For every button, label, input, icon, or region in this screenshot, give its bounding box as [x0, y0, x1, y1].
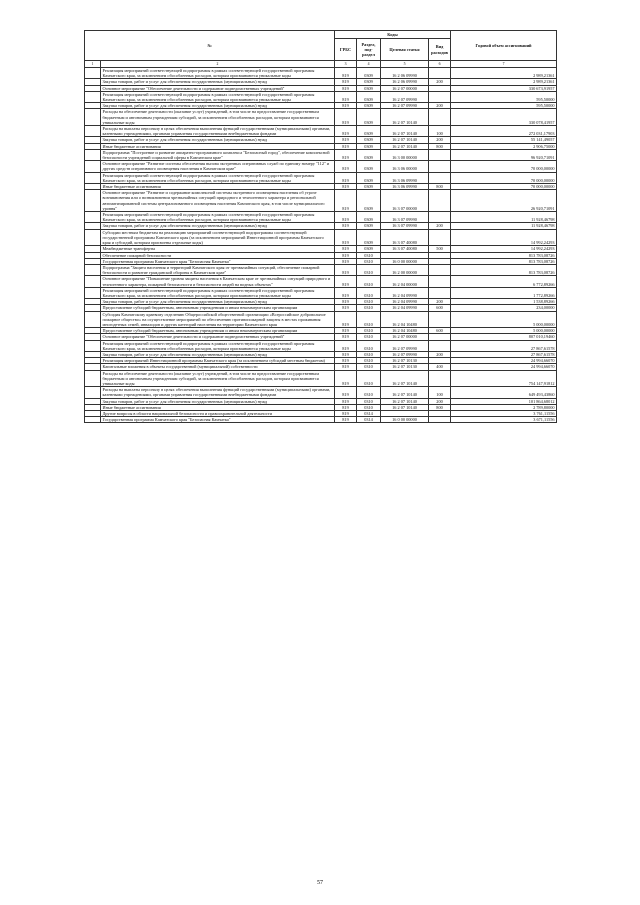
row-number-cell [85, 276, 101, 287]
row-name-cell: Основное мероприятие "Развитие системы обеспечения вызова экстренных оперативных служб по единому номеру "112" и других средств оперативного оповещения населения в Камчатском крае" [101, 161, 335, 172]
row-sum-cell: 5 000,00000 [451, 328, 557, 334]
row-sum-cell: 70 000,00000 [451, 161, 557, 172]
row-grbs-cell: 819 [335, 258, 357, 264]
row-razdel-cell: 0309 [357, 172, 381, 183]
index-cell: 2 [101, 61, 335, 68]
row-vr-cell: 200 [429, 351, 451, 357]
row-sum-cell: 2 789,80000 [451, 404, 557, 410]
row-vr-cell: 200 [429, 137, 451, 143]
row-vr-cell [429, 109, 451, 126]
row-grbs-cell: 819 [335, 340, 357, 351]
row-grbs-cell: 819 [335, 68, 357, 79]
row-grbs-cell: 819 [335, 387, 357, 398]
row-cs-cell: 16 2 07 09990 [381, 340, 429, 351]
header-num: № [85, 31, 335, 61]
row-cs-cell: 16 2 07 10130 [381, 364, 429, 370]
table-row [85, 387, 557, 398]
page-number: 57 [317, 880, 323, 886]
row-grbs-cell: 819 [335, 85, 357, 91]
row-number-cell [85, 68, 101, 79]
row-cs-cell: 16 2 07 10140 [381, 109, 429, 126]
row-name-cell: Субсидия Камчатскому краевому отделению Общероссийской общественной организации «Всероссийское добровольное пожарное общество» на осуществление мероприятий по обеспечению противопожарной защиты в местах проживания многодетных семей, инвалидов и других категорий населения на территории Камчатского края [101, 311, 335, 328]
row-razdel-cell: 0310 [357, 276, 381, 287]
row-cs-cell: 16 2 07 10140 [381, 143, 429, 149]
row-grbs-cell: 819 [335, 79, 357, 85]
row-sum-cell: 234,00000 [451, 305, 557, 311]
row-grbs-cell: 819 [335, 404, 357, 410]
header-grbs: ГРБС [335, 39, 357, 61]
row-cs-cell: 16 3 00 00000 [381, 149, 429, 160]
row-cs-cell: 16 2 04 09990 [381, 305, 429, 311]
row-sum-cell: 70 000,00000 [451, 172, 557, 183]
row-sum-cell: 754 147,91812 [451, 370, 557, 387]
row-name-cell: Основное мероприятие "Обеспечение деятельности и содержание подведомственных учреждений" [101, 85, 335, 91]
row-cs-cell: 16 2 07 10140 [381, 370, 429, 387]
row-cs-cell: 16 2 07 10140 [381, 126, 429, 137]
row-number-cell [85, 172, 101, 183]
row-sum-cell: 2 906,75000 [451, 143, 557, 149]
row-razdel-cell: 0310 [357, 252, 381, 258]
table-row [85, 417, 557, 423]
row-cs-cell: 16 2 07 10140 [381, 137, 429, 143]
row-name-cell: Иные бюджетные ассигнования [101, 404, 335, 410]
row-vr-cell [429, 311, 451, 328]
row-vr-cell: 100 [429, 387, 451, 398]
row-number-cell [85, 91, 101, 102]
row-name-cell: Обеспечение пожарной безопасности [101, 252, 335, 258]
row-razdel-cell: 0309 [357, 190, 381, 212]
row-sum-cell: 101 864,68012 [451, 398, 557, 404]
row-sum-cell: 1 772,89266 [451, 287, 557, 298]
row-name-cell: Закупка товаров, работ и услуг для обеспечения государственных (муниципальных) нужд [101, 79, 335, 85]
row-razdel-cell: 0310 [357, 404, 381, 410]
row-grbs-cell: 819 [335, 161, 357, 172]
row-sum-cell: 96 920,71091 [451, 149, 557, 160]
row-razdel-cell: 0310 [357, 358, 381, 364]
row-grbs-cell: 819 [335, 143, 357, 149]
row-vr-cell: 600 [429, 328, 451, 334]
row-vr-cell: 100 [429, 126, 451, 137]
row-name-cell: Расходы на выплаты персоналу в целях обеспечения выполнения функций государственными (муниципальными) органами, казенными учреждениями, органами управления государственными внебюджетными фондами [101, 126, 335, 137]
row-name-cell: Основное мероприятие "Повышение уровня защиты населения в Камчатском крае от чрезвычайных ситуаций природного и техногенного характера, пожарной безопасности и безопасности людей на водных объектах" [101, 276, 335, 287]
row-name-cell: Иные бюджетные ассигнования [101, 143, 335, 149]
row-cs-cell: 16 2 07 09990 [381, 351, 429, 357]
row-grbs-cell: 819 [335, 91, 357, 102]
row-name-cell: Государственная программа Камчатского края "Безопасная Камчатка" [101, 417, 335, 423]
row-name-cell: Реализация мероприятий соответствующей подпрограммы в рамках соответствующей государственной программы Камчатского края, за исключением обособленных расходов, которым присваиваются уникальные коды [101, 68, 335, 79]
row-razdel-cell: 0310 [357, 334, 381, 340]
row-name-cell: Капитальные вложения в объекты государственной (муниципальной) собственности [101, 364, 335, 370]
row-grbs-cell: 819 [335, 410, 357, 416]
table-row [85, 370, 557, 387]
row-number-cell [85, 387, 101, 398]
row-vr-cell [429, 172, 451, 183]
row-grbs-cell: 819 [335, 246, 357, 252]
row-grbs-cell: 819 [335, 358, 357, 364]
row-sum-cell: 3 761,11556 [451, 410, 557, 416]
row-sum-cell: 330 673,91957 [451, 85, 557, 91]
row-name-cell: Подпрограмма "Защита населения и территорий Камчатского края от чрезвычайных ситуаций, обеспечение пожарной безопасности и развитие гражданской обороны в Камчатском крае" [101, 264, 335, 275]
row-name-cell: Подпрограмма "Построение и развитие аппаратно-программного комплекса "Безопасный город", обеспечение комплексной безопасности учреждений социальной сферы в Камчатском крае" [101, 149, 335, 160]
row-razdel-cell: 0310 [357, 340, 381, 351]
row-name-cell: Реализация мероприятий Инвестиционной программы Камчатского края (за исключением субсидий местным бюджетам) [101, 358, 335, 364]
row-sum-cell: 813 783,08726 [451, 258, 557, 264]
row-sum-cell: 2 989,21361 [451, 68, 557, 79]
row-grbs-cell: 819 [335, 370, 357, 387]
row-sum-cell: 26 920,71091 [451, 190, 557, 212]
row-name-cell: Государственная программа Камчатского края "Безопасная Камчатка" [101, 258, 335, 264]
row-grbs-cell: 819 [335, 287, 357, 298]
row-name-cell: Субсидии местным бюджетам на реализацию мероприятий соответствующей подпрограммы соответствующей государственной программы Камчатского края (за исключением мероприятий Инвестиционной программы Камчатского края и субсидий, которым присвоены отдельные коды) [101, 229, 335, 246]
table-row [85, 149, 557, 160]
row-vr-cell [429, 212, 451, 223]
row-grbs-cell: 819 [335, 137, 357, 143]
row-name-cell: Другие вопросы в области национальной безопасности и правоохранительной деятельности [101, 410, 335, 416]
row-vr-cell: 600 [429, 305, 451, 311]
row-grbs-cell: 819 [335, 334, 357, 340]
table-row [85, 126, 557, 137]
budget-table [84, 30, 557, 423]
row-razdel-cell: 0310 [357, 351, 381, 357]
table-row [85, 109, 557, 126]
row-vr-cell: 800 [429, 184, 451, 190]
table-row [85, 172, 557, 183]
row-name-cell: Закупка товаров, работ и услуг для обеспечения государственных (муниципальных) нужд [101, 398, 335, 404]
row-cs-cell: 16 2 07 00000 [381, 85, 429, 91]
row-sum-cell: 70 000,00000 [451, 184, 557, 190]
table-body [85, 68, 557, 423]
row-vr-cell: 200 [429, 398, 451, 404]
header-codes: Коды [335, 31, 451, 39]
header-razdel: Раздел, под-раздел [357, 39, 381, 61]
row-grbs-cell: 819 [335, 299, 357, 305]
row-razdel-cell: 0309 [357, 126, 381, 137]
row-sum-cell: 813 783,08726 [451, 264, 557, 275]
budget-document [84, 30, 556, 423]
row-razdel-cell: 0310 [357, 305, 381, 311]
row-cs-cell: 16 2 07 10130 [381, 358, 429, 364]
row-vr-cell: 200 [429, 79, 451, 85]
row-cs-cell: 16 3 06 09990 [381, 184, 429, 190]
row-razdel-cell: 0309 [357, 223, 381, 229]
header-cs: Целевая статья [381, 39, 429, 61]
row-sum-cell: 330 078,41957 [451, 109, 557, 126]
row-name-cell: Расходы на обеспечение деятельности (оказание услуг) учреждений, в том числе на предоставление государственным бюджетным и автономным учреждениям субсидий, за исключением обособленных расходов, которым присваиваются уникальные коды [101, 109, 335, 126]
row-razdel-cell: 0309 [357, 212, 381, 223]
row-number-cell [85, 229, 101, 246]
row-sum-cell: 27 867,61578 [451, 351, 557, 357]
row-name-cell: Реализация мероприятий соответствующей подпрограммы в рамках соответствующей государственной программы Камчатского края, за исключением обособленных расходов, которым присваиваются уникальные коды [101, 91, 335, 102]
row-grbs-cell: 819 [335, 109, 357, 126]
row-sum-cell: 649 493,43860 [451, 387, 557, 398]
row-cs-cell: 16 3 06 09990 [381, 172, 429, 183]
row-grbs-cell: 819 [335, 149, 357, 160]
table-row [85, 276, 557, 287]
row-number-cell [85, 109, 101, 126]
row-cs-cell: 16 3 06 00000 [381, 161, 429, 172]
row-name-cell: Реализация мероприятий соответствующей подпрограммы в рамках соответствующей государственной программы Камчатского края, за исключением обособленных расходов, которым присваиваются уникальные коды [101, 212, 335, 223]
row-razdel-cell: 0314 [357, 417, 381, 423]
row-number-cell [85, 311, 101, 328]
row-number-cell [85, 264, 101, 275]
index-cell: 3 [335, 61, 357, 68]
row-razdel-cell: 0309 [357, 79, 381, 85]
row-sum-cell: 595,50000 [451, 103, 557, 109]
row-grbs-cell: 819 [335, 276, 357, 287]
row-grbs-cell: 819 [335, 351, 357, 357]
row-cs-cell: 16 2 07 09990 [381, 103, 429, 109]
row-cs-cell: 16 2 06 09990 [381, 79, 429, 85]
row-razdel-cell: 0310 [357, 364, 381, 370]
row-name-cell: Иные бюджетные ассигнования [101, 184, 335, 190]
index-cell: 4 [357, 61, 381, 68]
row-number-cell [85, 126, 101, 137]
row-grbs-cell: 819 [335, 364, 357, 370]
table-row [85, 161, 557, 172]
row-grbs-cell: 819 [335, 305, 357, 311]
row-name-cell: Реализация мероприятий соответствующей подпрограммы в рамках соответствующей государственной программы Камчатского края, за исключением обособленных расходов, которым присваиваются уникальные коды [101, 340, 335, 351]
row-number-cell [85, 417, 101, 423]
row-cs-cell: 16 3 07 09990 [381, 223, 429, 229]
row-sum-cell: 595,50000 [451, 91, 557, 102]
row-cs-cell: 16 3 07 40080 [381, 229, 429, 246]
row-grbs-cell: 819 [335, 103, 357, 109]
table-header [85, 31, 557, 68]
table-row [85, 91, 557, 102]
row-vr-cell [429, 370, 451, 387]
row-vr-cell [429, 68, 451, 79]
row-cs-cell: 16 2 04 10480 [381, 311, 429, 328]
row-grbs-cell: 819 [335, 328, 357, 334]
row-sum-cell: 14 992,24293 [451, 246, 557, 252]
row-sum-cell: 2 989,21361 [451, 79, 557, 85]
row-name-cell: Закупка товаров, работ и услуг для обеспечения государственных (муниципальных) нужд [101, 223, 335, 229]
row-cs-cell: 16 0 00 00000 [381, 258, 429, 264]
row-razdel-cell: 0309 [357, 68, 381, 79]
row-name-cell: Закупка товаров, работ и услуг для обеспечения государственных (муниципальных) нужд [101, 351, 335, 357]
row-vr-cell: 200 [429, 299, 451, 305]
row-cs-cell: 16 2 07 10140 [381, 398, 429, 404]
row-grbs-cell: 819 [335, 172, 357, 183]
row-vr-cell [429, 229, 451, 246]
row-name-cell: Закупка товаров, работ и услуг для обеспечения государственных (муниципальных) нужд [101, 103, 335, 109]
row-razdel-cell: 0310 [357, 299, 381, 305]
row-name-cell: Закупка товаров, работ и услуг для обеспечения государственных (муниципальных) нужд [101, 137, 335, 143]
row-cs-cell: 16 3 07 09990 [381, 212, 429, 223]
row-cs-cell: 16 2 04 10480 [381, 328, 429, 334]
row-grbs-cell: 819 [335, 184, 357, 190]
header-vr: Вид расходов [429, 39, 451, 61]
row-razdel-cell: 0309 [357, 161, 381, 172]
row-cs-cell: 16 3 07 00000 [381, 190, 429, 212]
table-row [85, 68, 557, 79]
row-sum-cell: 24 994,66070 [451, 364, 557, 370]
row-cs-cell: 16 2 07 10140 [381, 404, 429, 410]
row-vr-cell [429, 417, 451, 423]
row-sum-cell: 11 928,46798 [451, 212, 557, 223]
row-number-cell [85, 212, 101, 223]
row-grbs-cell: 819 [335, 264, 357, 275]
row-razdel-cell: 0309 [357, 184, 381, 190]
index-cell: 6 [429, 61, 451, 68]
row-razdel-cell: 0309 [357, 149, 381, 160]
row-number-cell [85, 287, 101, 298]
table-row [85, 340, 557, 351]
index-row [85, 61, 557, 68]
table-row [85, 229, 557, 246]
row-razdel-cell: 0310 [357, 258, 381, 264]
row-razdel-cell: 0314 [357, 410, 381, 416]
row-name-cell: Реализация мероприятий соответствующей подпрограммы в рамках соответствующей государственной программы Камчатского края, за исключением обособленных расходов, которым присваиваются уникальные коды [101, 287, 335, 298]
row-vr-cell: 800 [429, 143, 451, 149]
row-sum-cell: 24 994,66070 [451, 358, 557, 364]
index-cell: 7 [451, 61, 557, 68]
row-sum-cell: 27 867,61578 [451, 340, 557, 351]
row-sum-cell: 14 992,24293 [451, 229, 557, 246]
row-sum-cell: 55 141,49057 [451, 137, 557, 143]
row-cs-cell: 16 2 07 00000 [381, 334, 429, 340]
row-vr-cell [429, 264, 451, 275]
table-row [85, 190, 557, 212]
row-vr-cell [429, 190, 451, 212]
index-cell: 1 [85, 61, 101, 68]
row-cs-cell: 16 2 07 10140 [381, 387, 429, 398]
row-vr-cell [429, 149, 451, 160]
row-name-cell: Основное мероприятие "Обеспечение деятельности и содержание подведомственных учреждений" [101, 334, 335, 340]
row-grbs-cell: 819 [335, 190, 357, 212]
row-razdel-cell: 0309 [357, 91, 381, 102]
table-row [85, 287, 557, 298]
header-sum: Годовой объем ассигнований [451, 31, 557, 61]
row-vr-cell: 500 [429, 246, 451, 252]
row-number-cell [85, 190, 101, 212]
table-row [85, 311, 557, 328]
row-name-cell: Предоставление субсидий бюджетным, автономным учреждениям и иным некоммерческим организациям [101, 305, 335, 311]
row-razdel-cell: 0310 [357, 398, 381, 404]
row-grbs-cell: 819 [335, 126, 357, 137]
row-sum-cell: 5 000,00000 [451, 311, 557, 328]
row-razdel-cell: 0309 [357, 103, 381, 109]
row-sum-cell: 272 031,17903 [451, 126, 557, 137]
row-number-cell [85, 370, 101, 387]
row-name-cell: Расходы на выплаты персоналу в целях обеспечения выполнения функций государственными (муниципальными) органами, казенными учреждениями, органами управления государственными внебюджетными фондами [101, 387, 335, 398]
row-razdel-cell: 0310 [357, 328, 381, 334]
row-name-cell: Межбюджетные трансферты [101, 246, 335, 252]
row-razdel-cell: 0310 [357, 287, 381, 298]
row-name-cell: Реализация мероприятий соответствующей подпрограммы в рамках соответствующей государственной программы Камчатского края, за исключением обособленных расходов, которым присваиваются уникальные коды [101, 172, 335, 183]
row-name-cell: Основное мероприятие "Развитие и содержание комплексной системы экстренного оповещения населения об угрозе возникновения или о возникновении чрезвычайных ситуаций природного и техногенного характера и региональной автоматизированной системы централизованного оповещения населения Камчатского края, в том числе муниципального уровня" [101, 190, 335, 212]
row-vr-cell: 200 [429, 223, 451, 229]
table-row [85, 212, 557, 223]
row-name-cell: Предоставление субсидий бюджетным, автономным учреждениям и иным некоммерческим организациям [101, 328, 335, 334]
row-sum-cell: 1 538,89266 [451, 299, 557, 305]
row-cs-cell: 16 0 00 00000 [381, 417, 429, 423]
row-cs-cell: 16 2 06 09990 [381, 68, 429, 79]
row-razdel-cell: 0309 [357, 229, 381, 246]
row-vr-cell: 800 [429, 404, 451, 410]
row-grbs-cell: 819 [335, 311, 357, 328]
row-sum-cell: 3 671,11556 [451, 417, 557, 423]
row-sum-cell: 11 928,46798 [451, 223, 557, 229]
row-number-cell [85, 161, 101, 172]
row-vr-cell [429, 161, 451, 172]
row-razdel-cell: 0310 [357, 311, 381, 328]
row-cs-cell: 16 2 07 09990 [381, 91, 429, 102]
row-number-cell [85, 340, 101, 351]
index-cell: 5 [381, 61, 429, 68]
row-vr-cell [429, 287, 451, 298]
row-cs-cell: 16 2 04 09990 [381, 299, 429, 305]
row-cs-cell: 16 3 07 40080 [381, 246, 429, 252]
row-vr-cell [429, 340, 451, 351]
row-sum-cell: 807 010,19460 [451, 334, 557, 340]
row-grbs-cell: 819 [335, 252, 357, 258]
row-cs-cell: 16 2 04 09990 [381, 287, 429, 298]
row-grbs-cell: 819 [335, 223, 357, 229]
row-vr-cell: 200 [429, 103, 451, 109]
row-name-cell: Закупка товаров, работ и услуг для обеспечения государственных (муниципальных) нужд [101, 299, 335, 305]
row-grbs-cell: 819 [335, 212, 357, 223]
row-razdel-cell: 0309 [357, 137, 381, 143]
row-vr-cell [429, 276, 451, 287]
row-vr-cell [429, 91, 451, 102]
row-grbs-cell: 819 [335, 417, 357, 423]
row-vr-cell: 400 [429, 364, 451, 370]
row-razdel-cell: 0309 [357, 85, 381, 91]
table-row [85, 264, 557, 275]
row-razdel-cell: 0309 [357, 143, 381, 149]
row-number-cell [85, 149, 101, 160]
row-grbs-cell: 819 [335, 398, 357, 404]
row-razdel-cell: 0310 [357, 264, 381, 275]
row-name-cell: Расходы на обеспечение деятельности (оказание услуг) учреждений, в том числе на предоставление государственным бюджетным и автономным учреждениям субсидий, за исключением обособленных расходов, которым присваиваются уникальные коды [101, 370, 335, 387]
row-razdel-cell: 0309 [357, 109, 381, 126]
row-cs-cell: 16 2 00 00000 [381, 264, 429, 275]
row-sum-cell: 6 772,89266 [451, 276, 557, 287]
row-razdel-cell: 0310 [357, 370, 381, 387]
row-razdel-cell: 0309 [357, 246, 381, 252]
row-sum-cell: 813 783,08726 [451, 252, 557, 258]
row-cs-cell: 16 2 04 00000 [381, 276, 429, 287]
row-grbs-cell: 819 [335, 229, 357, 246]
row-razdel-cell: 0310 [357, 387, 381, 398]
